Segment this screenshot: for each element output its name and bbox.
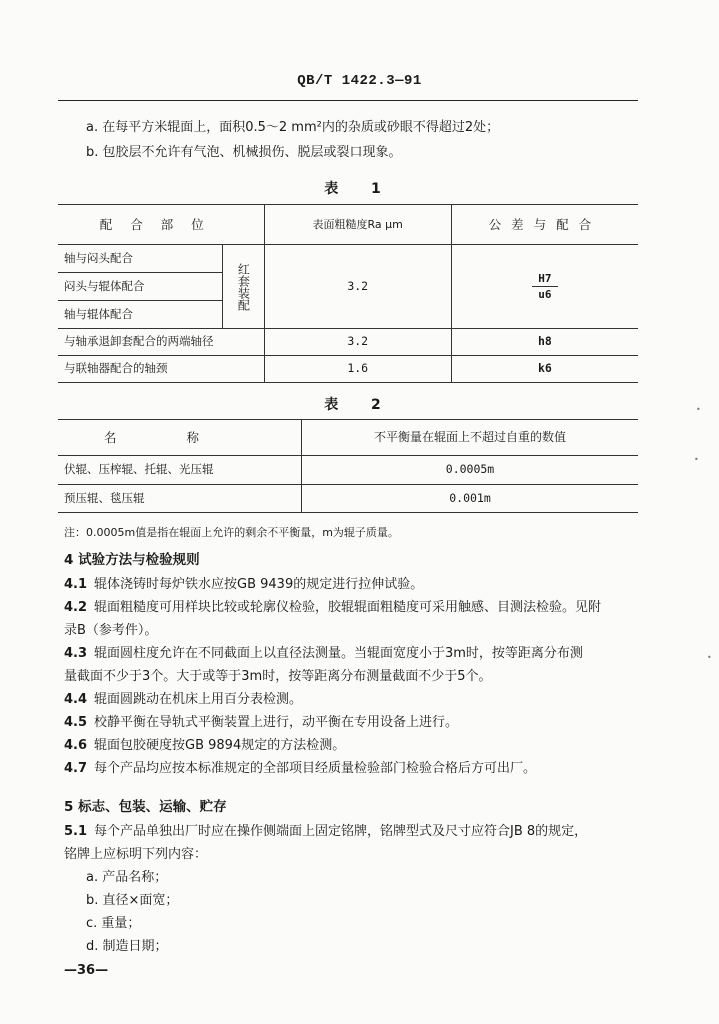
table1-group-fit-cell xyxy=(451,245,638,329)
table1-row-part: 与轴承退卸套配合的两端轴径 xyxy=(58,329,264,356)
page-number: —36— xyxy=(64,963,109,978)
section5-item-cont: 铭牌上应标明下列内容： xyxy=(64,847,208,862)
table2-caption: 表 2 xyxy=(324,397,395,413)
table1-group-row: 轴与闷头配合 xyxy=(58,245,222,273)
table2-header-name: 名称 xyxy=(58,420,302,456)
table1-header-part: 配合部位 xyxy=(58,205,264,245)
table2-header-value: 不平衡量在辊面上不超过自重的数值 xyxy=(302,420,639,456)
fit-denominator: u6 xyxy=(538,288,552,301)
section4-title: 4 试验方法与检验规则 xyxy=(64,552,200,568)
section5-list-item: b. 直径×面宽； xyxy=(86,893,179,908)
table1-group-row: 闷头与辊体配合 xyxy=(58,273,222,301)
table2-row-name: 伏辊、压榨辊、托辊、光压辊 xyxy=(58,456,302,485)
section4-item: 4.4 辊面圆跳动在机床上用百分表检测。 xyxy=(64,692,303,707)
table1-row-fit: h8 xyxy=(451,329,638,356)
scan-speck: • xyxy=(696,405,701,414)
scan-speck: • xyxy=(694,455,699,464)
document-code: QB/T 1422.3—91 xyxy=(297,73,422,89)
header-rule xyxy=(58,100,638,101)
table1-row-fit: k6 xyxy=(451,356,638,383)
table1-group-roughness: 3.2 xyxy=(264,245,451,329)
table1-row-part: 与联轴器配合的轴颈 xyxy=(58,356,264,383)
section4-item-cont: 量截面不少于3个。大于或等于3m时，按等距离分布测量截面不少于5个。 xyxy=(64,669,492,684)
section4-item: 4.7 每个产品均应按本标准规定的全部项目经质量检验部门检验合格后方可出厂。 xyxy=(64,761,537,776)
section5-list-item: a. 产品名称； xyxy=(86,870,168,885)
section4-item: 4.1 辊体浇铸时每炉铁水应按GB 9439的规定进行拉伸试验。 xyxy=(64,577,424,592)
table1-caption: 表 1 xyxy=(324,181,395,197)
intro-item-a: a. 在每平方米辊面上，面积0.5～2 mm²内的杂质或砂眼不得超过2处； xyxy=(86,120,500,135)
section5-list-item: d. 制造日期； xyxy=(86,939,168,954)
section5-list-item: c. 重量； xyxy=(86,916,141,931)
section4-item: 4.6 辊面包胶硬度按GB 9894规定的方法检测。 xyxy=(64,738,346,753)
table-1 xyxy=(58,204,638,383)
table1-header-fit: 公差与配合 xyxy=(451,205,638,245)
table2-row-value: 0.001m xyxy=(302,485,639,513)
section4-item: 4.3 辊面圆柱度允许在不同截面上以直径法测量。当辊面宽度小于3m时，按等距离分布测 xyxy=(64,646,583,661)
table2-row-name: 预压辊、毯压辊 xyxy=(58,485,302,513)
table-2 xyxy=(58,419,638,513)
table1-row-roughness: 1.6 xyxy=(264,356,451,383)
section4-item-cont: 录B（参考件）。 xyxy=(64,623,158,638)
section5-item: 5.1 每个产品单独出厂时应在操作侧端面上固定铭牌，铭牌型式及尺寸应符合JB 8的规定， xyxy=(64,824,588,839)
section4-item: 4.5 校静平衡在导轨式平衡装置上进行，动平衡在专用设备上进行。 xyxy=(64,715,459,730)
section4-item: 4.2 辊面粗糙度可用样块比较或轮廓仪检验，胶辊辊面粗糙度可采用触感、目测法检验。见附 xyxy=(64,600,602,615)
fit-numerator: H7 xyxy=(532,271,557,287)
scan-speck: • xyxy=(707,653,712,662)
section5-title: 5 标志、包装、运输、贮存 xyxy=(64,799,227,815)
table1-group-row: 轴与辊体配合 xyxy=(58,301,222,329)
table1-header-roughness: 表面粗糙度Ra μm xyxy=(264,205,451,245)
table2-note: 注：0.0005m值是指在辊面上允许的剩余不平衡量，m为辊子质量。 xyxy=(64,526,399,539)
table1-group-label: 红套装配 xyxy=(236,262,251,311)
table1-row-roughness: 3.2 xyxy=(264,329,451,356)
intro-item-b: b. 包胶层不允许有气泡、机械损伤、脱层或裂口现象。 xyxy=(86,145,402,160)
table2-row-value: 0.0005m xyxy=(302,456,639,485)
table1-group-label-cell xyxy=(222,245,264,329)
table1-group-fit xyxy=(532,271,557,302)
